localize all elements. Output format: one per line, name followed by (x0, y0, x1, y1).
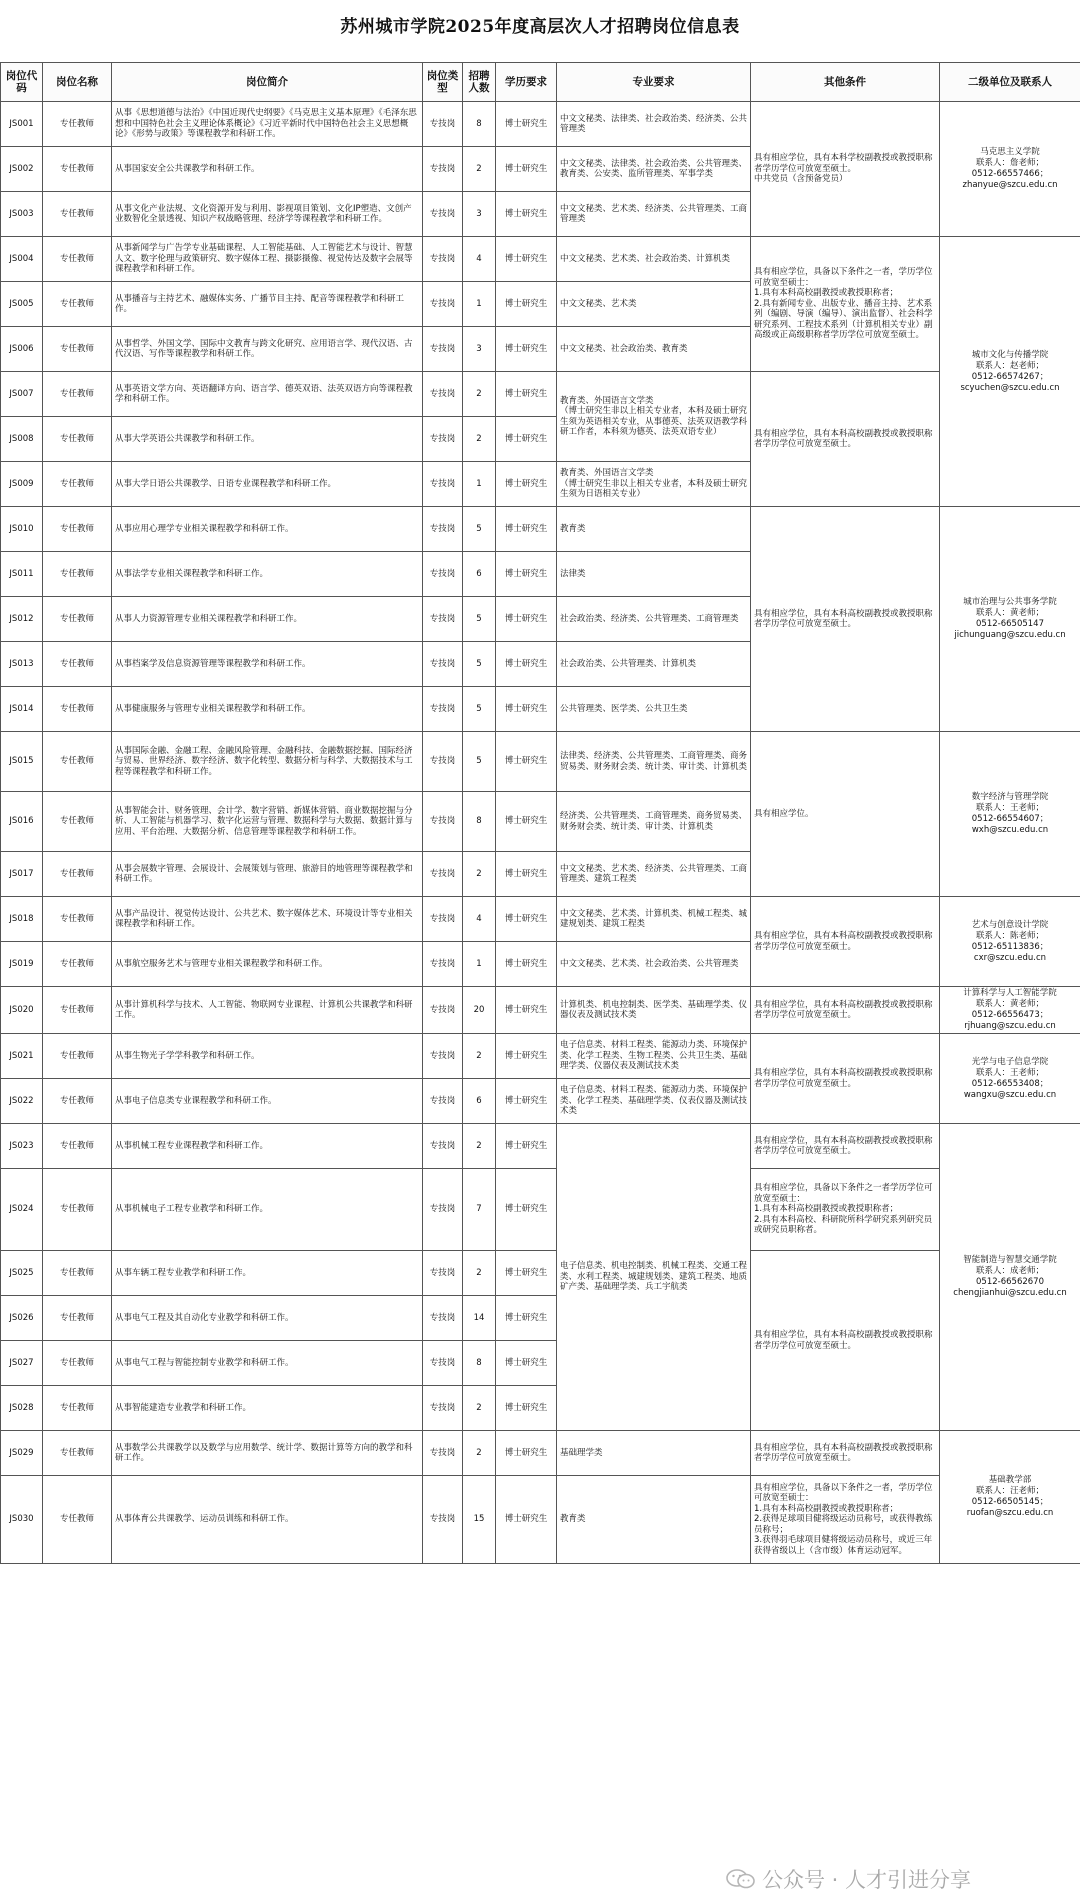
recruit-count: 3 (463, 192, 496, 237)
position-intro: 从事生物光子学学科教学和科研工作。 (112, 1034, 423, 1079)
major-requirement: 公共管理类、医学类、公共卫生类 (557, 687, 751, 732)
position-name: 专任教师 (43, 597, 112, 642)
position-code: JS015 (1, 732, 43, 792)
position-code: JS026 (1, 1296, 43, 1341)
major-requirement: 社会政治类、经济类、公共管理类、工商管理类 (557, 597, 751, 642)
table-row (1, 987, 1080, 1034)
position-code: JS018 (1, 897, 43, 942)
position-type: 专技岗 (423, 507, 463, 552)
position-type: 专技岗 (423, 102, 463, 147)
recruit-count: 4 (463, 897, 496, 942)
position-code: JS008 (1, 417, 43, 462)
position-code: JS029 (1, 1431, 43, 1476)
position-type: 专技岗 (423, 327, 463, 372)
position-type: 专技岗 (423, 792, 463, 852)
position-type: 专技岗 (423, 897, 463, 942)
header-unit: 二级单位及联系人 (940, 63, 1080, 102)
position-type: 专技岗 (423, 552, 463, 597)
position-type: 专技岗 (423, 1296, 463, 1341)
other-conditions: 具有相应学位，具备以下条件之一者学历学位可放宽至硕士： 1.具有本科高校副教授或教授职称者； 2.具有本科高校、科研院所科学研究系列研究员或研究员职称者。 (751, 1169, 940, 1251)
major-requirement: 中文文秘类、艺术类、社会政治类、计算机类 (557, 237, 751, 282)
major-requirement: 经济类、公共管理类、工商管理类、商务贸易类、财务财会类、统计类、审计类、计算机类 (557, 792, 751, 852)
position-intro: 从事国家安全公共课教学和科研工作。 (112, 147, 423, 192)
header-edu: 学历要求 (496, 63, 557, 102)
position-type: 专技岗 (423, 597, 463, 642)
other-conditions: 具有相应学位，具备以下条件之一者，学历学位可放宽至硕士： 1.具有本科高校副教授或教授职称者； 2.具有新闻专业、出版专业、播音主持、艺术系列（编剧、导演（编导）、演出监督）、社会科学研究系列、工程技术系列（计算机相关专业）副高级或正高级职称者学历学位可放宽至硕士。 (751, 237, 940, 372)
major-requirement: 中文文秘类、法律类、社会政治类、经济类、公共管理类 (557, 102, 751, 147)
major-requirement: 社会政治类、公共管理类、计算机类 (557, 642, 751, 687)
position-type: 专技岗 (423, 282, 463, 327)
position-name: 专任教师 (43, 327, 112, 372)
position-code: JS019 (1, 942, 43, 987)
position-name: 专任教师 (43, 792, 112, 852)
recruit-count: 2 (463, 147, 496, 192)
position-intro: 从事电子信息类专业课程教学和科研工作。 (112, 1079, 423, 1124)
major-requirement: 法律类、经济类、公共管理类、工商管理类、商务贸易类、财务财会类、统计类、审计类、计算机类 (557, 732, 751, 792)
recruit-count: 15 (463, 1476, 496, 1564)
major-requirement: 中文文秘类、艺术类、社会政治类、公共管理类 (557, 942, 751, 987)
table-header-row (1, 63, 1080, 102)
position-name: 专任教师 (43, 462, 112, 507)
position-type: 专技岗 (423, 1169, 463, 1251)
position-intro: 从事车辆工程专业教学和科研工作。 (112, 1251, 423, 1296)
position-type: 专技岗 (423, 1386, 463, 1431)
position-name: 专任教师 (43, 552, 112, 597)
position-intro: 从事产品设计、视觉传达设计、公共艺术、数字媒体艺术、环境设计等专业相关课程教学和科研工作。 (112, 897, 423, 942)
position-name: 专任教师 (43, 147, 112, 192)
position-code: JS027 (1, 1341, 43, 1386)
recruit-count: 8 (463, 102, 496, 147)
position-intro: 从事《思想道德与法治》《中国近现代史纲要》《马克思主义基本原理》《毛泽东思想和中国特色社会主义理论体系概论》《习近平新时代中国特色社会主义思想概论》《形势与政策》等课程教学和科研工作。 (112, 102, 423, 147)
position-type: 专技岗 (423, 1034, 463, 1079)
major-requirement: 法律类 (557, 552, 751, 597)
table-row (1, 897, 1080, 942)
position-intro: 从事应用心理学专业相关课程教学和科研工作。 (112, 507, 423, 552)
position-name: 专任教师 (43, 852, 112, 897)
recruit-count: 2 (463, 1034, 496, 1079)
position-code: JS009 (1, 462, 43, 507)
table-row (1, 372, 1080, 417)
position-intro: 从事播音与主持艺术、融媒体实务、广播节目主持、配音等课程教学和科研工作。 (112, 282, 423, 327)
position-name: 专任教师 (43, 1251, 112, 1296)
position-intro: 从事智能建造专业教学和科研工作。 (112, 1386, 423, 1431)
recruitment-table (0, 62, 1080, 1564)
position-name: 专任教师 (43, 942, 112, 987)
header-other: 其他条件 (751, 63, 940, 102)
recruit-count: 20 (463, 987, 496, 1034)
education-requirement: 博士研究生 (496, 1034, 557, 1079)
major-requirement: 电子信息类、材料工程类、能源动力类、环境保护类、化学工程类、基础理学类、仪表仪器及测试技术类 (557, 1079, 751, 1124)
header-code: 岗位代码 (1, 63, 43, 102)
position-name: 专任教师 (43, 1476, 112, 1564)
unit-contact: 城市治理与公共事务学院 联系人：黄老师； 0512-66505147 jichunguang@szcu.edu.cn (940, 507, 1080, 732)
position-code: JS022 (1, 1079, 43, 1124)
position-intro: 从事智能会计、财务管理、会计学、数字营销、新媒体营销、商业数据挖掘与分析、人工智能与机器学习、数字化运营与管理、数据科学与大数据、数据计算与应用、平台治理、大数据分析、信息管理等课程教学和科研工作。 (112, 792, 423, 852)
position-name: 专任教师 (43, 687, 112, 732)
major-requirement: 中文文秘类、社会政治类、教育类 (557, 327, 751, 372)
position-type: 专技岗 (423, 1476, 463, 1564)
education-requirement: 博士研究生 (496, 687, 557, 732)
education-requirement: 博士研究生 (496, 1079, 557, 1124)
position-code: JS005 (1, 282, 43, 327)
education-requirement: 博士研究生 (496, 597, 557, 642)
position-type: 专技岗 (423, 237, 463, 282)
position-intro: 从事国际金融、金融工程、金融风险管理、金融科技、金融数据挖掘、国际经济与贸易、世界经济、数字经济、数字化转型、数据分析与科学、大数据技术与工程等课程教学和科研工作。 (112, 732, 423, 792)
position-name: 专任教师 (43, 897, 112, 942)
recruit-count: 7 (463, 1169, 496, 1251)
recruit-count: 2 (463, 1431, 496, 1476)
unit-contact: 马克思主义学院 联系人：詹老师； 0512-66557466； zhanyue@szcu.edu.cn (940, 102, 1080, 237)
education-requirement: 博士研究生 (496, 1431, 557, 1476)
position-name: 专任教师 (43, 282, 112, 327)
position-code: JS028 (1, 1386, 43, 1431)
position-name: 专任教师 (43, 417, 112, 462)
major-requirement: 计算机类、机电控制类、医学类、基础理学类、仪器仪表及测试技术类 (557, 987, 751, 1034)
wechat-icon (726, 1868, 756, 1890)
major-requirement: 基础理学类 (557, 1431, 751, 1476)
recruit-count: 1 (463, 282, 496, 327)
major-requirement: 教育类、外国语言文学类 （博士研究生非以上相关专业者，本科及硕士研究生须为日语相关专业） (557, 462, 751, 507)
position-type: 专技岗 (423, 147, 463, 192)
recruit-count: 2 (463, 372, 496, 417)
position-type: 专技岗 (423, 417, 463, 462)
position-type: 专技岗 (423, 1079, 463, 1124)
position-type: 专技岗 (423, 1431, 463, 1476)
header-type: 岗位类型 (423, 63, 463, 102)
position-code: JS013 (1, 642, 43, 687)
recruit-count: 2 (463, 852, 496, 897)
position-name: 专任教师 (43, 1386, 112, 1431)
position-intro: 从事英语文学方向、英语翻译方向、语言学、德英双语、法英双语方向等课程教学和科研工作。 (112, 372, 423, 417)
position-intro: 从事大学日语公共课教学、日语专业课程教学和科研工作。 (112, 462, 423, 507)
education-requirement: 博士研究生 (496, 987, 557, 1034)
header-intro: 岗位简介 (112, 63, 423, 102)
position-name: 专任教师 (43, 987, 112, 1034)
other-conditions: 具有相应学位，具有本科高校副教授或教授职称者学历学位可放宽至硕士。 (751, 1431, 940, 1476)
position-name: 专任教师 (43, 372, 112, 417)
education-requirement: 博士研究生 (496, 327, 557, 372)
position-name: 专任教师 (43, 1079, 112, 1124)
recruit-count: 6 (463, 1079, 496, 1124)
position-code: JS025 (1, 1251, 43, 1296)
education-requirement: 博士研究生 (496, 1296, 557, 1341)
recruit-count: 5 (463, 732, 496, 792)
header-count: 招聘人数 (463, 63, 496, 102)
recruit-count: 2 (463, 1124, 496, 1169)
major-requirement: 中文文秘类、艺术类 (557, 282, 751, 327)
position-name: 专任教师 (43, 642, 112, 687)
major-requirement: 中文文秘类、法律类、社会政治类、公共管理类、教育类、公安类、监所管理类、军事学类 (557, 147, 751, 192)
major-requirement: 中文文秘类、艺术类、经济类、公共管理类、工商管理类、建筑工程类 (557, 852, 751, 897)
position-name: 专任教师 (43, 1341, 112, 1386)
position-code: JS004 (1, 237, 43, 282)
major-requirement: 中文文秘类、艺术类、计算机类、机械工程类、城建规划类、建筑工程类 (557, 897, 751, 942)
position-type: 专技岗 (423, 987, 463, 1034)
education-requirement: 博士研究生 (496, 552, 557, 597)
other-conditions: 具有相应学位，具有本科高校副教授或教授职称者学历学位可放宽至硕士。 (751, 507, 940, 732)
position-code: JS030 (1, 1476, 43, 1564)
position-intro: 从事会展数字管理、会展设计、会展策划与管理、旅游目的地管理等课程教学和科研工作。 (112, 852, 423, 897)
table-row (1, 507, 1080, 552)
recruit-count: 5 (463, 597, 496, 642)
position-type: 专技岗 (423, 852, 463, 897)
position-intro: 从事法学专业相关课程教学和科研工作。 (112, 552, 423, 597)
position-intro: 从事大学英语公共课教学和科研工作。 (112, 417, 423, 462)
recruit-count: 5 (463, 507, 496, 552)
position-type: 专技岗 (423, 1341, 463, 1386)
education-requirement: 博士研究生 (496, 192, 557, 237)
unit-contact: 光学与电子信息学院 联系人：王老师； 0512-66553408； wangxu@szcu.edu.cn (940, 1034, 1080, 1124)
position-type: 专技岗 (423, 462, 463, 507)
education-requirement: 博士研究生 (496, 1341, 557, 1386)
education-requirement: 博士研究生 (496, 942, 557, 987)
unit-contact: 城市文化与传播学院 联系人：赵老师； 0512-66574267； scyuchen@szcu.edu.cn (940, 237, 1080, 507)
recruit-count: 2 (463, 417, 496, 462)
recruit-count: 2 (463, 1386, 496, 1431)
position-intro: 从事人力资源管理专业相关课程教学和科研工作。 (112, 597, 423, 642)
position-name: 专任教师 (43, 507, 112, 552)
position-code: JS007 (1, 372, 43, 417)
position-intro: 从事数学公共课教学以及数学与应用数学、统计学、数据计算等方向的教学和科研工作。 (112, 1431, 423, 1476)
recruit-count: 4 (463, 237, 496, 282)
education-requirement: 博士研究生 (496, 1124, 557, 1169)
position-code: JS014 (1, 687, 43, 732)
position-code: JS002 (1, 147, 43, 192)
major-requirement: 教育类、外国语言文学类 （博士研究生非以上相关专业者，本科及硕士研究生须为英语相关专业，从事德英、法英双语教学科研工作者，本科须为德英、法英双语专业） (557, 372, 751, 462)
recruit-count: 1 (463, 942, 496, 987)
education-requirement: 博士研究生 (496, 642, 557, 687)
position-intro: 从事健康服务与管理专业相关课程教学和科研工作。 (112, 687, 423, 732)
table-row (1, 1169, 1080, 1251)
major-requirement: 电子信息类、机电控制类、机械工程类、交通工程类、水利工程类、城建规划类、建筑工程类、地质矿产类、基础理学类、兵工宇航类 (557, 1124, 751, 1431)
position-code: JS006 (1, 327, 43, 372)
position-name: 专任教师 (43, 237, 112, 282)
position-code: JS021 (1, 1034, 43, 1079)
position-type: 专技岗 (423, 1124, 463, 1169)
position-type: 专技岗 (423, 192, 463, 237)
watermark (726, 1862, 971, 1896)
position-type: 专技岗 (423, 732, 463, 792)
major-requirement: 电子信息类、材料工程类、能源动力类、环境保护类、化学工程类、生物工程类、公共卫生类、基础理学类、仪器仪表及测试技术类 (557, 1034, 751, 1079)
education-requirement: 博士研究生 (496, 507, 557, 552)
education-requirement: 博士研究生 (496, 732, 557, 792)
page-title: 苏州城市学院2025年度高层次人才招聘岗位信息表 (340, 17, 740, 37)
position-intro: 从事航空服务艺术与管理专业相关课程教学和科研工作。 (112, 942, 423, 987)
education-requirement: 博士研究生 (496, 102, 557, 147)
education-requirement: 博士研究生 (496, 1386, 557, 1431)
position-name: 专任教师 (43, 1169, 112, 1251)
other-conditions: 具有相应学位，具有本科高校副教授或教授职称者学历学位可放宽至硕士。 (751, 987, 940, 1034)
recruit-count: 5 (463, 687, 496, 732)
recruit-count: 5 (463, 642, 496, 687)
recruit-count: 8 (463, 792, 496, 852)
unit-contact: 智能制造与智慧交通学院 联系人：成老师； 0512-66562670 chengjianhui@szcu.edu.cn (940, 1124, 1080, 1431)
position-intro: 从事电气工程及其自动化专业教学和科研工作。 (112, 1296, 423, 1341)
other-conditions: 具有相应学位，具有本科高校副教授或教授职称者学历学位可放宽至硕士。 (751, 897, 940, 987)
position-code: JS010 (1, 507, 43, 552)
recruit-count: 14 (463, 1296, 496, 1341)
other-conditions: 具有相应学位，具有本科学校副教授或教授职称者学历学位可放宽至硕士。 中共党员（含预备党员） (751, 102, 940, 237)
recruit-count: 2 (463, 1251, 496, 1296)
table-body (1, 102, 1080, 1564)
position-intro: 从事文化产业法规、文化资源开发与利用、影视项目策划、文化IP塑造、文创产业数智化全景透视、知识产权战略管理、经济学等课程教学和科研工作。 (112, 192, 423, 237)
table-row (1, 1476, 1080, 1564)
position-code: JS024 (1, 1169, 43, 1251)
position-intro: 从事电气工程与智能控制专业教学和科研工作。 (112, 1341, 423, 1386)
education-requirement: 博士研究生 (496, 897, 557, 942)
position-code: JS003 (1, 192, 43, 237)
table-row (1, 1034, 1080, 1079)
education-requirement: 博士研究生 (496, 1251, 557, 1296)
recruit-count: 1 (463, 462, 496, 507)
education-requirement: 博士研究生 (496, 462, 557, 507)
header-name: 岗位名称 (43, 63, 112, 102)
table-row (1, 1251, 1080, 1296)
position-type: 专技岗 (423, 1251, 463, 1296)
table-row (1, 1124, 1080, 1169)
recruit-count: 8 (463, 1341, 496, 1386)
position-type: 专技岗 (423, 687, 463, 732)
other-conditions: 具有相应学位，具备以下条件之一者，学历学位可放宽至硕士： 1.具有本科高校副教授或教授职称者； 2.获得足球项目健将级运动员称号，或获得教练员称号； 3.获得羽毛球项目健将级运动员称号，或近三年获得省级以上（含市级）体育运动冠军。 (751, 1476, 940, 1564)
table-row (1, 102, 1080, 147)
education-requirement: 博士研究生 (496, 282, 557, 327)
unit-contact: 计算科学与人工智能学院 联系人：黄老师； 0512-66556473； rjhuang@szcu.edu.cn (940, 987, 1080, 1034)
unit-contact: 数字经济与管理学院 联系人：王老师； 0512-66554607； wxh@szcu.edu.cn (940, 732, 1080, 897)
major-requirement: 教育类 (557, 507, 751, 552)
position-intro: 从事档案学及信息资源管理等课程教学和科研工作。 (112, 642, 423, 687)
other-conditions: 具有相应学位。 (751, 732, 940, 897)
education-requirement: 博士研究生 (496, 147, 557, 192)
education-requirement: 博士研究生 (496, 1169, 557, 1251)
position-intro: 从事机械电子工程专业教学和科研工作。 (112, 1169, 423, 1251)
unit-contact: 艺术与创意设计学院 联系人：陈老师； 0512-65113836； cxr@szcu.edu.cn (940, 897, 1080, 987)
position-code: JS016 (1, 792, 43, 852)
position-code: JS011 (1, 552, 43, 597)
table-row (1, 1431, 1080, 1476)
education-requirement: 博士研究生 (496, 417, 557, 462)
position-code: JS012 (1, 597, 43, 642)
position-name: 专任教师 (43, 102, 112, 147)
position-intro: 从事哲学、外国文学、国际中文教育与跨文化研究、应用语言学、现代汉语、古代汉语、写作等课程教学和科研工作。 (112, 327, 423, 372)
table-row (1, 732, 1080, 792)
header-major: 专业要求 (557, 63, 751, 102)
position-name: 专任教师 (43, 1431, 112, 1476)
other-conditions: 具有相应学位，具有本科高校副教授或教授职称者学历学位可放宽至硕士。 (751, 372, 940, 507)
position-intro: 从事体育公共课教学、运动员训练和科研工作。 (112, 1476, 423, 1564)
position-intro: 从事新闻学与广告学专业基础课程、人工智能基础、人工智能艺术与设计、智慧人文、数字伦理与政策研究、数字媒体工程、摄影摄像、视觉传达及数字会展等课程教学和科研工作。 (112, 237, 423, 282)
position-type: 专技岗 (423, 942, 463, 987)
position-intro: 从事机械工程专业课程教学和科研工作。 (112, 1124, 423, 1169)
education-requirement: 博士研究生 (496, 792, 557, 852)
recruit-count: 6 (463, 552, 496, 597)
watermark-text: 公众号 · 人才引进分享 (762, 1868, 972, 1892)
position-name: 专任教师 (43, 1296, 112, 1341)
table-row (1, 237, 1080, 282)
major-requirement: 教育类 (557, 1476, 751, 1564)
other-conditions: 具有相应学位，具有本科高校副教授或教授职称者学历学位可放宽至硕士。 (751, 1124, 940, 1169)
position-name: 专任教师 (43, 732, 112, 792)
position-intro: 从事计算机科学与技术、人工智能、物联网专业课程、计算机公共课教学和科研工作。 (112, 987, 423, 1034)
position-code: JS020 (1, 987, 43, 1034)
position-code: JS017 (1, 852, 43, 897)
other-conditions: 具有相应学位，具有本科高校副教授或教授职称者学历学位可放宽至硕士。 (751, 1034, 940, 1124)
education-requirement: 博士研究生 (496, 237, 557, 282)
unit-contact: 基础教学部 联系人：汪老师； 0512-66505145； ruofan@szcu.edu.cn (940, 1431, 1080, 1564)
other-conditions: 具有相应学位，具有本科高校副教授或教授职称者学历学位可放宽至硕士。 (751, 1251, 940, 1431)
position-type: 专技岗 (423, 642, 463, 687)
education-requirement: 博士研究生 (496, 372, 557, 417)
position-name: 专任教师 (43, 1034, 112, 1079)
position-type: 专技岗 (423, 372, 463, 417)
education-requirement: 博士研究生 (496, 852, 557, 897)
major-requirement: 中文文秘类、艺术类、经济类、公共管理类、工商管理类 (557, 192, 751, 237)
recruit-count: 3 (463, 327, 496, 372)
position-name: 专任教师 (43, 192, 112, 237)
position-code: JS023 (1, 1124, 43, 1169)
position-name: 专任教师 (43, 1124, 112, 1169)
education-requirement: 博士研究生 (496, 1476, 557, 1564)
position-code: JS001 (1, 102, 43, 147)
